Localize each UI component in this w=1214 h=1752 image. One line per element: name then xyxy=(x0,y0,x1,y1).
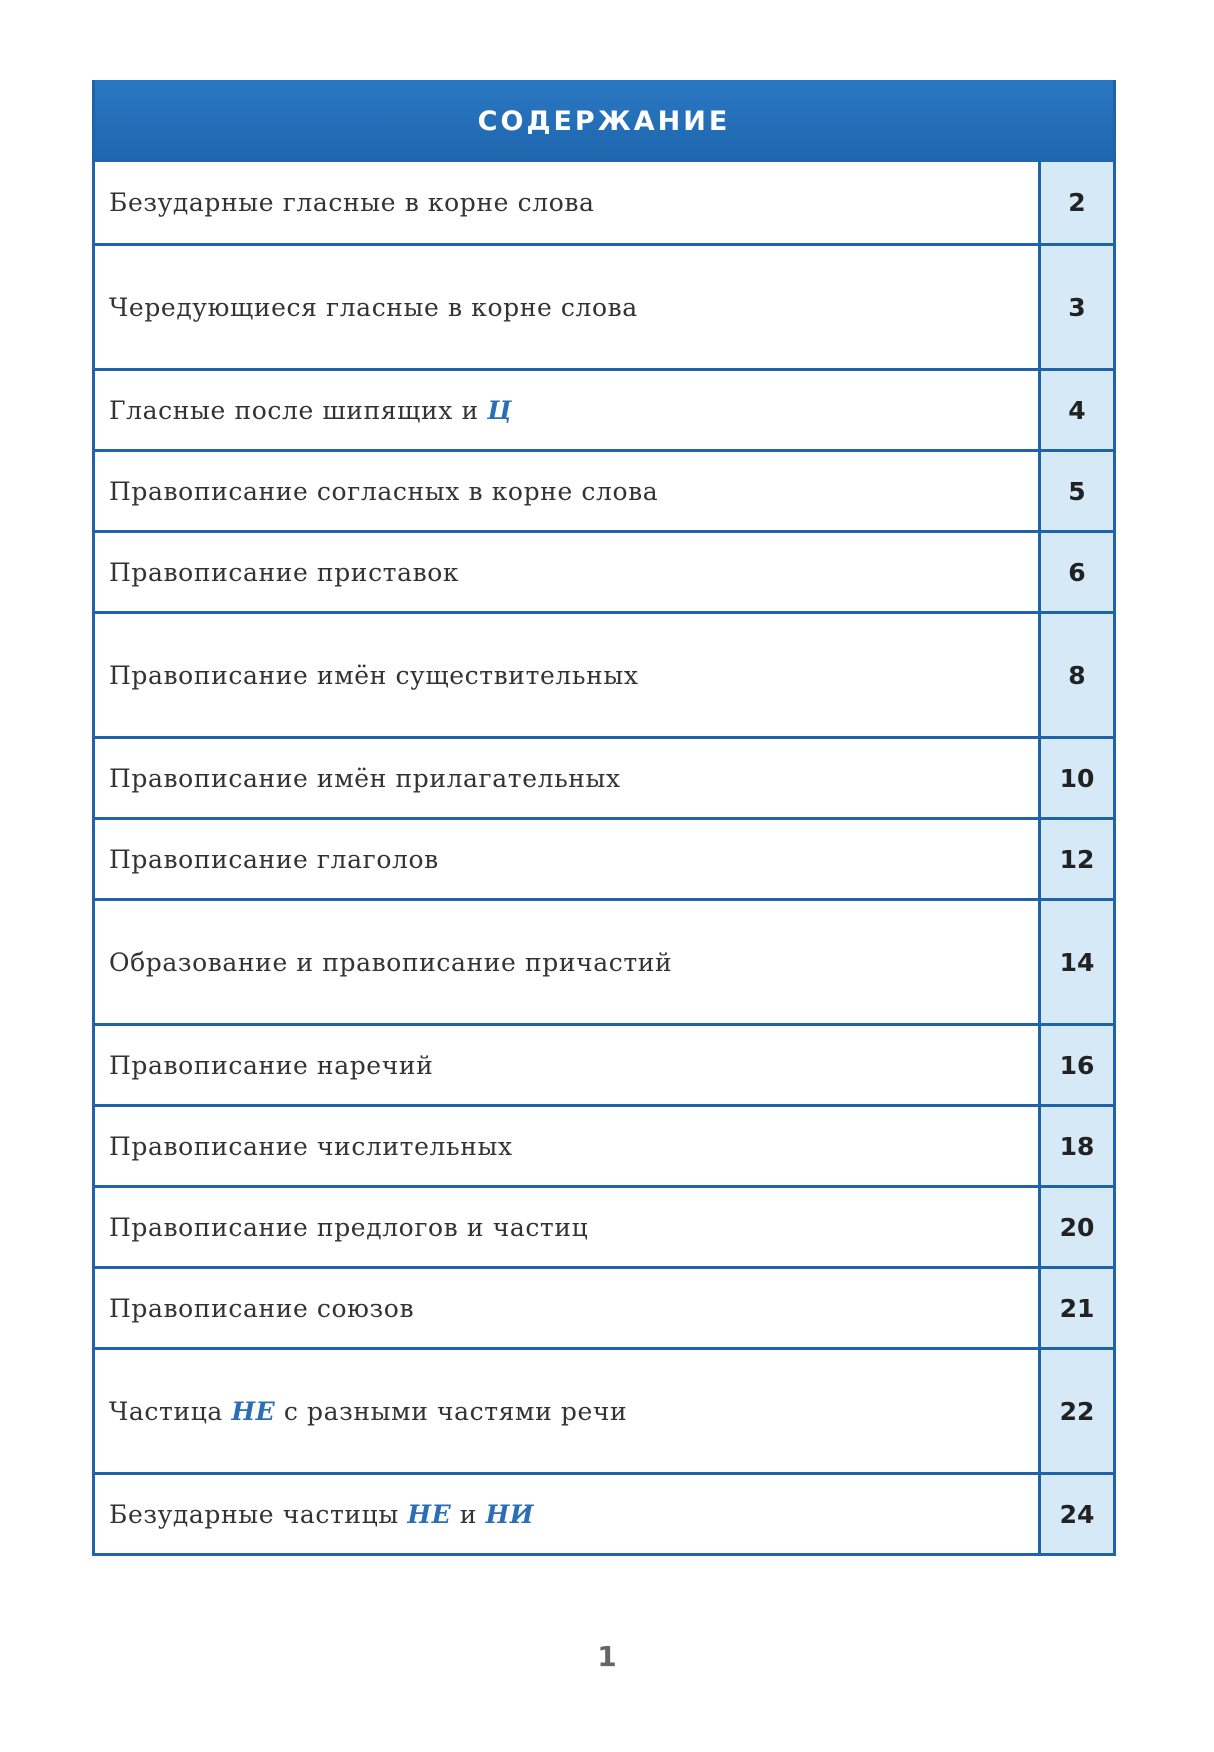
toc-entry-title xyxy=(95,1269,1038,1347)
toc-entry-page: 14 xyxy=(1038,901,1113,1023)
toc-row xyxy=(95,1104,1113,1185)
toc-entry-page: 24 xyxy=(1038,1475,1113,1553)
toc-row xyxy=(95,1266,1113,1347)
toc-entry-title xyxy=(95,162,1038,243)
toc-entry-highlight: НЕ xyxy=(407,1499,452,1529)
toc-entry-title xyxy=(95,246,1038,368)
toc-entry-page: 4 xyxy=(1038,371,1113,449)
toc-header xyxy=(95,80,1113,162)
toc-title: СОДЕРЖАНИЕ xyxy=(477,105,731,137)
toc-entry-page: 21 xyxy=(1038,1269,1113,1347)
toc-entry-page: 3 xyxy=(1038,246,1113,368)
toc-entry-text: Правописание предлогов и частиц xyxy=(109,1212,589,1242)
table-of-contents xyxy=(92,80,1116,1556)
toc-entry-text: Гласные после шипящих и xyxy=(109,395,488,425)
toc-entry-title xyxy=(95,1188,1038,1266)
toc-entry-text: Правописание глаголов xyxy=(109,844,439,874)
toc-row xyxy=(95,736,1113,817)
toc-entry-text: Правописание наречий xyxy=(109,1050,434,1080)
toc-row xyxy=(95,449,1113,530)
toc-row xyxy=(95,368,1113,449)
toc-entry-title xyxy=(95,1475,1038,1553)
toc-entry-text: Частица xyxy=(109,1396,232,1426)
toc-entry-highlight: НЕ xyxy=(231,1396,276,1426)
toc-entry-page: 8 xyxy=(1038,614,1113,736)
toc-entry-text: Правописание приставок xyxy=(109,557,460,587)
toc-entry-text: с разными частями речи xyxy=(275,1396,628,1426)
toc-entry-title xyxy=(95,452,1038,530)
toc-entry-highlight: НИ xyxy=(485,1499,535,1529)
toc-entry-page: 2 xyxy=(1038,162,1113,243)
toc-entry-page: 6 xyxy=(1038,533,1113,611)
toc-entry-text: Чередующиеся гласные в корне слова xyxy=(109,292,638,322)
toc-rows xyxy=(95,162,1113,1553)
toc-entry-title xyxy=(95,533,1038,611)
toc-entry-text: Правописание числительных xyxy=(109,1131,513,1161)
toc-entry-title xyxy=(95,739,1038,817)
toc-entry-title xyxy=(95,614,1038,736)
toc-entry-title xyxy=(95,371,1038,449)
toc-entry-page: 16 xyxy=(1038,1026,1113,1104)
toc-row xyxy=(95,611,1113,736)
toc-entry-text: Безударные гласные в корне слова xyxy=(109,188,595,217)
toc-row xyxy=(95,243,1113,368)
toc-entry-highlight: Ц xyxy=(487,395,513,425)
toc-row xyxy=(95,1185,1113,1266)
toc-entry-text: Образование и правописание причастий xyxy=(109,947,673,977)
toc-row xyxy=(95,162,1113,243)
toc-entry-page: 18 xyxy=(1038,1107,1113,1185)
toc-entry-title xyxy=(95,1350,1038,1472)
toc-entry-text: Правописание имён существительных xyxy=(109,660,639,690)
toc-row xyxy=(95,1023,1113,1104)
toc-entry-page: 12 xyxy=(1038,820,1113,898)
toc-entry-text: и xyxy=(451,1499,486,1529)
toc-entry-text: Правописание имён прилагательных xyxy=(109,763,621,793)
toc-row xyxy=(95,1472,1113,1553)
toc-row xyxy=(95,898,1113,1023)
toc-entry-page: 22 xyxy=(1038,1350,1113,1472)
toc-entry-text: Правописание согласных в корне слова xyxy=(109,476,659,506)
toc-entry-text: Безударные частицы xyxy=(109,1499,408,1529)
toc-entry-title xyxy=(95,901,1038,1023)
toc-entry-title xyxy=(95,1107,1038,1185)
toc-row xyxy=(95,1347,1113,1472)
toc-entry-text: Правописание союзов xyxy=(109,1293,415,1323)
toc-entry-page: 20 xyxy=(1038,1188,1113,1266)
toc-entry-page: 5 xyxy=(1038,452,1113,530)
toc-entry-title xyxy=(95,820,1038,898)
toc-row xyxy=(95,817,1113,898)
page-number: 1 xyxy=(597,1640,617,1673)
toc-entry-title xyxy=(95,1026,1038,1104)
toc-entry-page: 10 xyxy=(1038,739,1113,817)
toc-row xyxy=(95,530,1113,611)
